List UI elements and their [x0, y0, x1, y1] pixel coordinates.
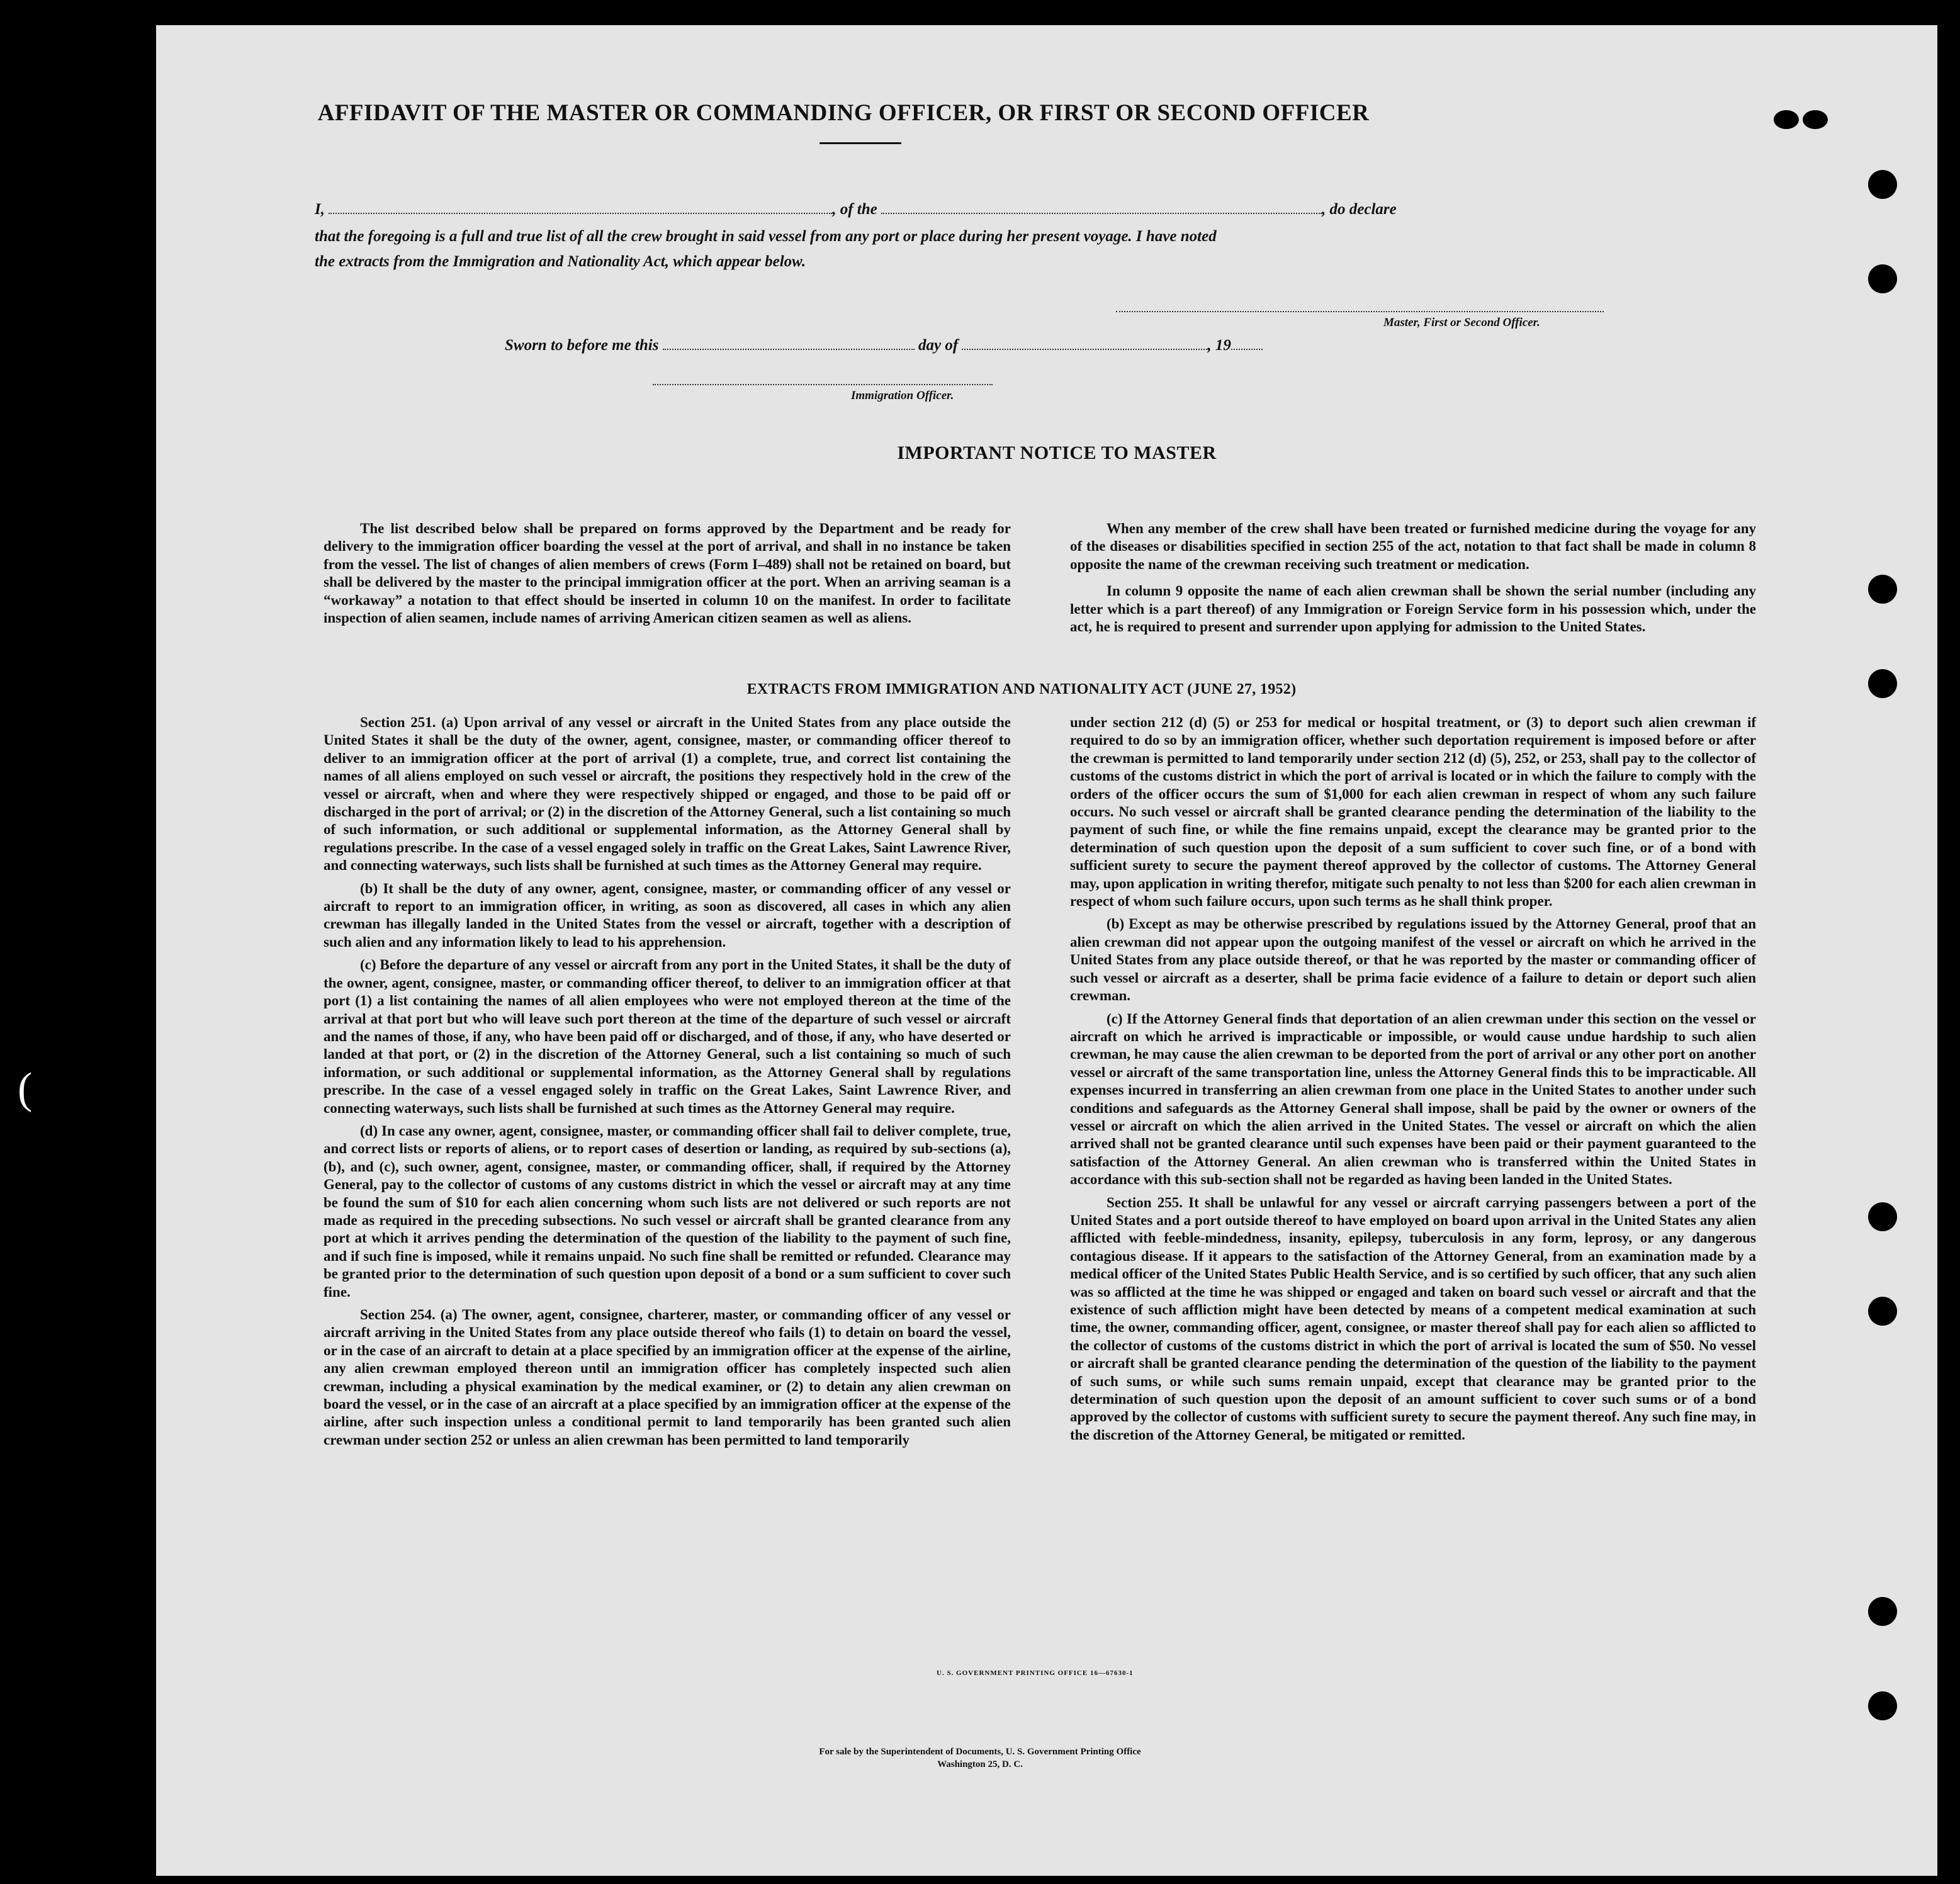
notice-left-column — [324, 520, 1011, 632]
punch-hole — [1868, 264, 1897, 293]
punch-hole — [1868, 575, 1897, 604]
extracts-title: EXTRACTS FROM IMMIGRATION AND NATIONALITY ACT (JUNE 27, 1952) — [746, 681, 1297, 697]
sale-line-2: Washington 25, D. C. — [937, 1759, 1023, 1769]
extract-left-paragraph: (c) Before the departure of any vessel or aircraft from any port in the United States, it shall be the duty of the owner, agent, consignee, master, or commanding officer thereof, to deliver to an immigration officer at that port (1) a list containing the names of all alien employees who were not employed thereon at the time of the arrival at that port but who will leave such port thereon at the time of the departure of such vessel or aircraft and the names of those, if any, who have been paid off or discharged, and of those, if any, who have deserted or landed at that port, or (2) in the discretion of the Attorney General, such a list containing so much of such information, or such additional or supplemental information, as the Attorney General shall by regulations prescribe. In the case of a vessel engaged solely in traffic on the Great Lakes, Saint Lawrence River, and connecting waterways, such lists shall be furnished at such times as the Attorney General may require. — [324, 957, 1011, 1116]
decl-i: I, — [315, 201, 325, 218]
extract-left-paragraph: Section 251. (a) Upon arrival of any vessel or aircraft in the United States from any place outside the United States it shall be the duty of the owner, agent, consignee, master, or commanding officer thereof to deliver to an immigration officer at the port of arrival (1) a complete, true, and correct list containing the names of all aliens employed on such vessel or aircraft, the positions they respectively hold in the crew of the vessel or aircraft, when and where they were respectively shipped or engaged, and those to be paid off or discharged in the port of arrival; or (2) in the discretion of the Attorney General, such a list containing so much of such information, or such additional or supplemental information, as the Attorney General shall by regulations prescribe. In the case of a vessel engaged solely in traffic on the Great Lakes, Saint Lawrence River, and connecting waterways, such lists shall be furnished at such times as the Attorney General may require. — [324, 714, 1011, 874]
extracts-left-column — [324, 714, 1011, 1454]
notice-title: IMPORTANT NOTICE TO MASTER — [897, 443, 1217, 463]
sale-footer — [0, 1746, 1960, 1771]
master-signature-line[interactable] — [1116, 311, 1604, 312]
title-underline — [819, 142, 901, 144]
affidavit-title: AFFIDAVIT OF THE MASTER OR COMMANDING OFFICER, OR FIRST OR SECOND OFFICER — [317, 100, 1370, 126]
extract-left-paragraph: (b) It shall be the duty of any owner, agent, consignee, master, or commanding officer of any vessel or aircraft to report to an immigration officer, in writing, as soon as discovered, all cases in which any alien crewman has illegally landed in the United States from the vessel or aircraft, together with a description of such alien and any information likely to lead to his apprehension. — [324, 880, 1011, 950]
sworn-text: Sworn to before me this — [505, 337, 659, 354]
extracts-right-column — [1070, 714, 1756, 1449]
extract-right-paragraph: (b) Except as may be otherwise prescribed by regulations issued by the Attorney General, proof that an alien crewman did not appear upon the outgoing manifest of the vessel or aircraft on which he arrived in the United States from any place outside thereof, or that he was reported by the master or commanding officer of such vessel or aircraft as a deserter, shall be prima facie evidence of a failure to detain or deport such alien crewman. — [1070, 916, 1756, 1004]
declaration-line-2: that the foregoing is a full and true list of all the crew brought in said vessel from any port or place during her present voyage. I have noted — [315, 228, 1217, 245]
gpo-imprint: U. S. GOVERNMENT PRINTING OFFICE 16—67630-1 — [937, 1669, 1134, 1677]
notice-right-paragraph-1: When any member of the crew shall have been treated or furnished medicine during the voyage for any of the diseases or disabilities specified in section 255 of the act, notation to that fact shall be made in column 8 opposite the name of the crewman receiving such treatment or medication. — [1070, 521, 1756, 572]
declaration-line-3: the extracts from the Immigration and Nationality Act, which appear below. — [315, 253, 806, 270]
sworn-day-field[interactable] — [663, 336, 915, 350]
immigration-officer-signature-line[interactable] — [653, 384, 993, 385]
notice-right-paragraph-2: In column 9 opposite the name of each alien crewman shall be shown the serial number (including any letter which is a part thereof) of any Immigration or Foreign Service form in his possession which, under the act, he is required to present and surrender upon applying for admission to the United States. — [1070, 583, 1756, 635]
extract-right-paragraph: (c) If the Attorney General finds that deportation of an alien crewman under this section on the vessel or aircraft on which he arrived is impracticable or impossible, or would cause undue hardship to such alien crewman, he may cause the alien crewman to be deported from the port of arrival or any other port on another vessel or aircraft of the same transportation line, unless the Attorney General finds this to be impracticable. All expenses incurred in transferring an alien crewman from one place in the United States to another under such conditions and safeguards as the Attorney General shall impose, shall be paid by the owner or owners of the vessel or aircraft on which the alien arrived in the United States. The vessel or aircraft on which the alien arrived shall not be granted clearance until such expenses have been paid or their payment guaranteed to the satisfaction of the Attorney General. An alien crewman who is transferred within the United States in accordance with this sub-section shall not be regarded as having been landed in the United States. — [1070, 1010, 1756, 1188]
extract-right-paragraph: under section 212 (d) (5) or 253 for medical or hospital treatment, or (3) to deport such alien crewman if required to do so by an immigration officer, whether such deportation requirement is imposed before or after the crewman is permitted to land temporarily under section 212 (d) (5), 252, or 253, shall pay to the collector of customs of the customs district in which the port of arrival is located or in which the failure to comply with the orders of the officer occurs the sum of $1,000 for each alien crewman in respect of whom any such failure occurs. No such vessel or aircraft shall be granted clearance pending the determination of the liability to the payment of such fine, or while the fine remains unpaid, except the clearance may be granted prior to the determination of such question upon the deposit of a sum sufficient to cover such fine, or of a bond with sufficient surety to secure the payment thereof approved by the collector of customs. The Attorney General may, upon application in writing therefor, mitigate such penalty to not less than $200 for each alien crewman in respect of whom such failure occurs, upon such terms as he shall think proper. — [1070, 714, 1756, 910]
decl-do-declare: , do declare — [1322, 201, 1397, 218]
year-prefix: , 19 — [1207, 337, 1231, 354]
master-caption: Master, First or Second Officer. — [1383, 316, 1540, 329]
punch-hole — [1868, 1202, 1897, 1231]
extract-left-paragraph: Section 254. (a) The owner, agent, consignee, charterer, master, or commanding officer of any vessel or aircraft arriving in the United States from any place outside thereof who fails (1) to detain on board the vessel, or in the case of an aircraft to detain at a place specified by an immigration officer at the expense of the airline, any alien crewman employed thereon until an immigration officer has completely inspected such alien crewman, including a physical examination by the medical examiner, or (2) to detain any alien crewman on board the vessel, or in the case of an aircraft at a place specified by an immigration officer at the expense of the airline, after such inspection unless a conditional permit to land temporarily has been granted such alien crewman under section 252 or unless an alien crewman has been permitted to land temporarily — [324, 1307, 1011, 1448]
sworn-year-field[interactable] — [1231, 336, 1263, 350]
punch-hole — [1868, 1597, 1897, 1626]
margin-mark: ( — [18, 1064, 33, 1113]
punch-hole — [1868, 1297, 1897, 1326]
sworn-line — [505, 336, 1638, 354]
name-field[interactable] — [329, 200, 832, 214]
punch-hole — [1774, 110, 1799, 129]
extract-right-paragraph: Section 255. It shall be unlawful for any vessel or aircraft carrying passengers between a port of the United States and a port outside thereof to have employed on board upon arrival in the United States any alien afflicted with feeble-mindedness, insanity, epilepsy, tuberculosis in any form, leprosy, or any dangerous contagious disease. If it appears to the satisfaction of the Attorney General, from an examination made by a medical officer of the United States Public Health Service, and is so certified by such officer, that any such alien was so afflicted at the time he was shipped or engaged and taken on board such vessel or aircraft and that the existence of such affliction might have been detected by means of a competent medical examination at such time, the owner, commanding officer, agent, consignee, or master thereof shall pay for each alien so afflicted to the collector of customs of the customs district in which the port of arrival is located the sum of $50. No vessel or aircraft shall be granted clearance pending the determination of the question of the liability to the payment of such sums, or while such sums remain unpaid, except that clearance may be granted prior to the determination of such question upon the deposit of an amount sufficient to cover such sums or of a bond approved by the collector of customs with sufficient surety to secure the payment thereof. Any such fine may, in the discretion of the Attorney General, be mitigated or remitted. — [1070, 1194, 1756, 1443]
immigration-officer-caption: Immigration Officer. — [851, 389, 954, 402]
declaration-line-1 — [315, 200, 1448, 218]
notice-left-paragraph: The list described below shall be prepared on forms approved by the Department and be ready for delivery to the immigration officer boarding the vessel at the port of arrival, and shall in no instance be taken from the vessel. The list of changes of alien members of crews (Form I–489) shall not be retained on board, but shall be delivered by the master to the principal immigration officer at the port. When an arriving seaman is a “workaway” a notation to that effect should be inserted in column 10 on the manifest. In order to facilitate inspection of alien seamen, include names of arriving American citizen seamen as well as aliens. — [324, 521, 1011, 626]
day-of-text: day of — [918, 337, 959, 354]
extract-left-paragraph: (d) In case any owner, agent, consignee, master, or commanding officer shall fail to deliver complete, true, and correct lists or reports of aliens, or to report cases of desertion or landing, as required by sub-sections (a), (b), and (c), such owner, agent, consignee, master, or commanding officer, shall, if required by the Attorney General, pay to the collector of customs of any customs district in which the vessel or aircraft may at any time be found the sum of $10 for each alien concerning whom such lists are not delivered or such reports are not made as required in the preceding subsections. No such vessel or aircraft shall be granted clearance from any port at which it arrives pending the determination of the question of the liability to the payment of such fine, and if such fine is imposed, while it remains unpaid. No such fine shall be remitted or refunded. Clearance may be granted prior to the determination of such question upon deposit of a bond or a sum sufficient to cover such fine. — [324, 1122, 1011, 1300]
notice-right-column — [1070, 520, 1756, 641]
punch-hole — [1868, 170, 1897, 199]
punch-hole — [1868, 1691, 1897, 1720]
vessel-field[interactable] — [881, 200, 1322, 214]
punch-hole — [1803, 110, 1828, 129]
sale-line-1: For sale by the Superintendent of Documents, U. S. Government Printing Office — [819, 1747, 1141, 1757]
decl-of-the: , of the — [832, 201, 877, 218]
sworn-month-field[interactable] — [962, 336, 1207, 350]
